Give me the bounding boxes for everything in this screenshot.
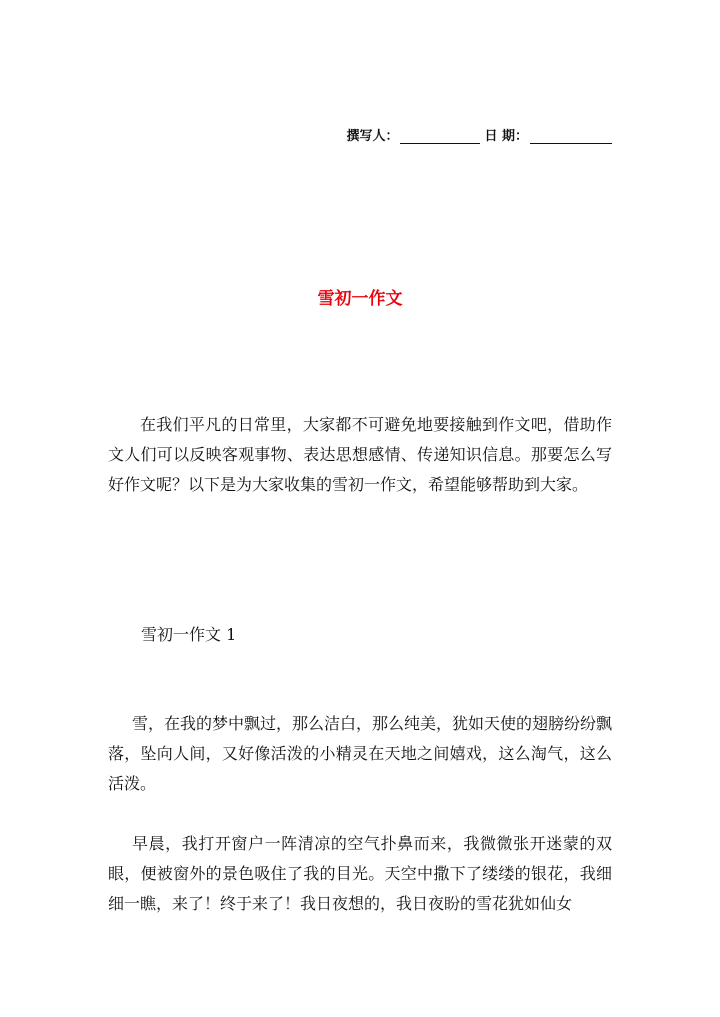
intro-paragraph: 在我们平凡的日常里，大家都不可避免地要接触到作文吧，借助作文人们可以反映客观事物、表达思想感情、传递知识信息。那要怎么写好作文呢？以下是为大家收集的雪初一作文，希望能够帮助到大家。 bbox=[108, 415, 612, 494]
body-paragraph: 雪，在我的梦中飘过，那么洁白，那么纯美，犹如天使的翅膀纷纷飘落，坠向人间，又好像活泼的小精灵在天地之间嬉戏，这么淘气，这么活泼。 bbox=[108, 714, 613, 793]
section-heading: 雪初一作文 1 bbox=[141, 625, 237, 644]
author-label: 撰写人： bbox=[346, 129, 399, 144]
body-paragraph: 早晨，我打开窗户一阵清凉的空气扑鼻而来，我微微张开迷蒙的双眼，便被窗外的景色吸住了我的目光。天空中撒下了缕缕的银花，我细细一瞧，来了！终于来了！我日夜想的，我日夜盼的雪花犹如仙女 bbox=[108, 834, 612, 913]
date-blank-field bbox=[530, 129, 612, 144]
document-title: 雪初一作文 bbox=[317, 289, 403, 309]
author-date-line bbox=[346, 125, 612, 144]
date-label: 日 期： bbox=[484, 129, 528, 144]
author-blank-field bbox=[400, 129, 480, 144]
